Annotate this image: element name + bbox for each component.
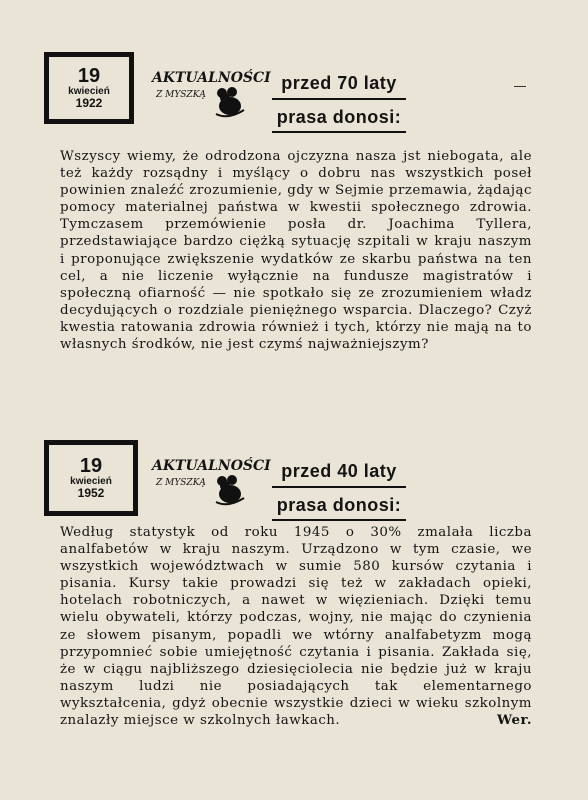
author-signature: Wer. [497, 712, 532, 729]
headline-years-ago: przed 70 laty [281, 73, 397, 93]
aktualnosci-logo [150, 70, 271, 120]
date-month: kwiecień [70, 475, 112, 487]
logo-line1: AKTUALNOŚCI [152, 70, 271, 86]
article-text: Według statystyk od roku 1945 o 30% zmalała liczba analfabetów w kraju naszym. Urządzono w tym czasie, we wszystkich województwach w sumie 580 kursów czytania i pisania. Kursy takie prowadzi się też w zakładach opieki, hotelach robotniczych, a nawet w więzieniach. Dzięki temu wielu obywateli, którzy podczas, wojny, nie mając do czynienia ze słowem pisanym, popadli we wtórny analfabetyzm mogą przypomnieć sobie umiejętność czytania i pisania. Zakłada się, że w ciągu najbliższego dziesięciolecia nie będzie już w kraju naszym ludzi nie posiadających tak elementarnego wykształcenia, gdyż obecnie wszystkie dzieci w wieku szkolnym znalazły miejsce w szkolnych ławkach. [60, 525, 532, 729]
mouse-icon [208, 472, 248, 508]
logo-line2: Z MYSZKĄ [156, 478, 206, 488]
headline-press-reports: prasa donosi: [276, 107, 402, 127]
aktualnosci-logo [150, 458, 271, 508]
article-body [60, 148, 532, 353]
article-body [60, 524, 532, 729]
headline-press-reports: prasa donosi: [276, 495, 402, 515]
logo-line2: Z MYSZKĄ [156, 90, 206, 100]
headline-divider [272, 98, 406, 100]
headline-block [272, 72, 406, 133]
date-year: 1952 [77, 486, 105, 501]
article-text: Wszyscy wiemy, że odrodzona ojczyzna nasza jst niebogata, ale też każdy rozsądny i myślący o dobru nas wszystkich poseł powinien znaleźć zrozumienie, gdy w Sejmie przemawia, żądając pomocy materialnej państwa w kwestii społecznego zdrowia. Tymczasem przemówienie posła dr. Joachima Tyllera, przedstawiające bardzo ciężką sytuację szpitali w kraju naszym i proponujące zwiększenie wydatków ze skarbu państwa na ten cel, a nie liczenie wyłącznie na fundusze magistratów i społeczną ofiarność — nie spotkało się ze zrozumieniem władz decydujących o rozdziale pieniężnego wsparcia. Dlaczego? Czyż kwestia ratowania zdrowia również i tych, którzy nie mają na to własnych środków, nie jest czymś najważniejszym? [60, 149, 532, 353]
date-day: 19 [77, 64, 101, 87]
date-year: 1922 [75, 96, 103, 111]
date-month: kwiecień [68, 85, 110, 97]
logo-line1: AKTUALNOŚCI [152, 458, 271, 474]
date-box [44, 440, 138, 516]
headline-block [272, 460, 406, 521]
headline-underline [272, 131, 406, 133]
mouse-icon [208, 84, 248, 120]
headline-divider [272, 486, 406, 488]
date-box [44, 52, 134, 124]
headline-years-ago: przed 40 laty [281, 461, 397, 481]
date-day: 19 [79, 454, 103, 477]
headline-underline [272, 519, 406, 521]
decorative-dash [514, 86, 526, 87]
